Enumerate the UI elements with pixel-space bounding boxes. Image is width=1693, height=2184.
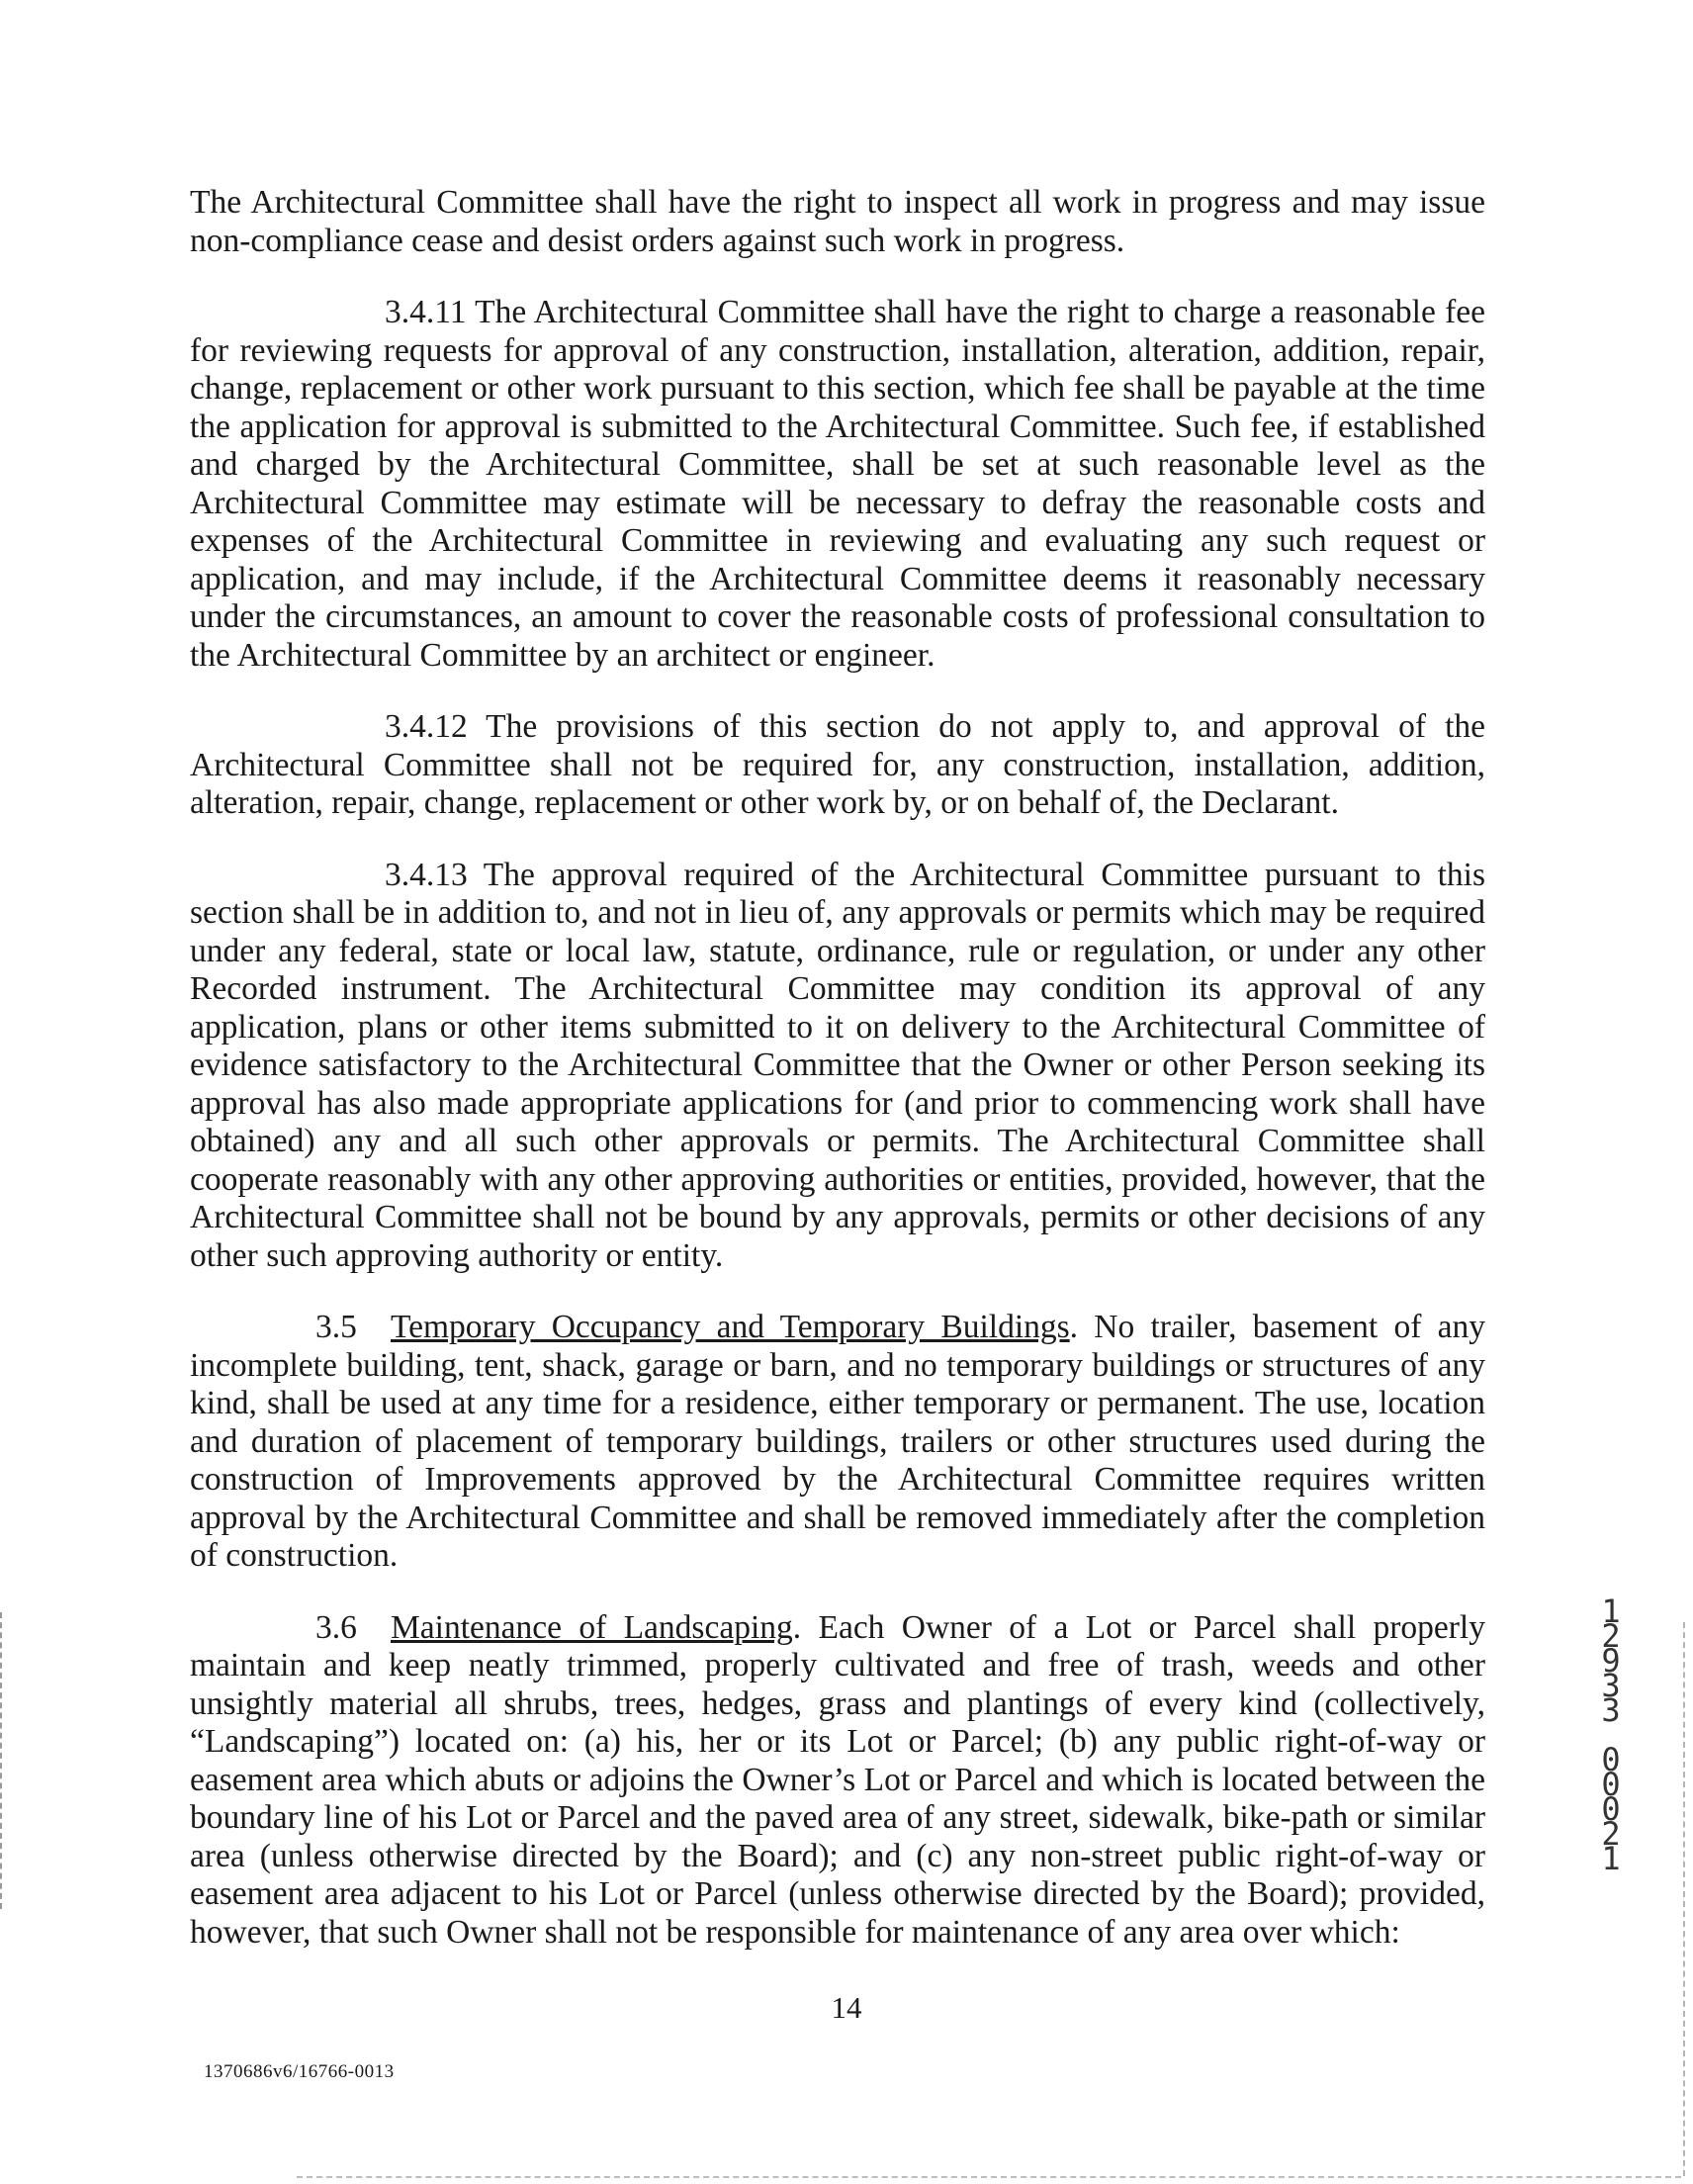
scan-edge-mark xyxy=(1683,1622,1687,2176)
paragraph-3-4-12: 3.4.12 The provisions of this section do not apply to, and approval of the Architectural Committee shall not be required for, any construction, installation, addition, alteration, repair, change, replacement or other work by, or on behalf of, the Declarant. xyxy=(190,708,1485,821)
section-3-5 xyxy=(190,1309,1485,1576)
section-text: . Each Owner of a Lot or Parcel shall properly maintain and keep neatly trimmed, properly cultivated and free of trash, weeds and other unsightly material all shrubs, trees, hedges, grass and plantings of every kind (collectively, “Landscaping”) located on: (a) his, her or its Lot or Parcel; (b) any public right-of-way or easement area which abuts or adjoins the Owner’s Lot or Parcel and which is located between the boundary line of his Lot or Parcel and the paved area of any street, sidewalk, bike-path or similar area (unless otherwise directed by the Board); and (c) any non-street public right-of-way or easement area adjacent to his Lot or Parcel (unless otherwise directed by the Board); provided, however, that such Owner shall not be responsible for maintenance of any area over which: xyxy=(190,1608,1485,1951)
paragraph-inspection: The Architectural Committee shall have the right to inspect all work in progress and may issue non-compliance cease and desist orders against such work in progress. xyxy=(190,184,1485,259)
section-3-6 xyxy=(190,1609,1485,1953)
document-id: 1370686v6/16766-0013 xyxy=(204,2061,395,2082)
section-heading: Temporary Occupancy and Temporary Buildings xyxy=(391,1309,1070,1345)
recording-number-stamp: 1 2 9 3 3 0 0 0 2 1 xyxy=(1601,1592,1621,1877)
document-body xyxy=(190,184,1485,1985)
paragraph-3-4-13: 3.4.13 The approval required of the Architectural Committee pursuant to this section shall be in addition to, and not in lieu of, any approvals or permits which may be required under any federal, state or local law, statute, ordinance, rule or regulation, or under any other Recorded instrument. The Architectural Committee may condition its approval of any application, plans or other items submitted to it on delivery to the Architectural Committee of evidence satisfactory to the Architectural Committee that the Owner or other Person seeking its approval has also made appropriate applications for (and prior to commencing work shall have obtained) any and all such other approvals or permits. The Architectural Committee shall cooperate reasonably with any other approving authorities or entities, provided, however, that the Architectural Committee shall not be bound by any approvals, permits or other decisions of any other such approving authority or entity. xyxy=(190,856,1485,1274)
scan-edge-mark xyxy=(297,2176,1681,2180)
section-number: 3.6 xyxy=(315,1608,357,1646)
scan-edge-mark xyxy=(0,1612,4,1909)
page-number: 14 xyxy=(831,1990,862,2025)
section-heading: Maintenance of Landscaping xyxy=(391,1608,793,1646)
section-number: 3.5 xyxy=(315,1309,357,1345)
section-text: . No trailer, basement of any incomplete building, tent, shack, garage or barn, and no temporary buildings or structures of any kind, shall be used at any time for a residence, either temporary or permanent. The use, location and duration of placement of temporary buildings, trailers or other structures used during the construction of Improvements approved by the Architectural Committee requires written approval by the Architectural Committee and shall be removed immediately after the completion of construction. xyxy=(190,1309,1485,1574)
paragraph-3-4-11: 3.4.11 The Architectural Committee shall have the right to charge a reasonable fee for reviewing requests for approval of any construction, installation, alteration, addition, repair, change, replacement or other work pursuant to this section, which fee shall be payable at the time the application for approval is submitted to the Architectural Committee. Such fee, if established and charged by the Architectural Committee, shall be set at such reasonable level as the Architectural Committee may estimate will be necessary to defray the reasonable costs and expenses of the Architectural Committee in reviewing and evaluating any such request or application, and may include, if the Architectural Committee deems it reasonably necessary under the circumstances, an amount to cover the reasonable costs of professional consultation to the Architectural Committee by an architect or engineer. xyxy=(190,294,1485,674)
